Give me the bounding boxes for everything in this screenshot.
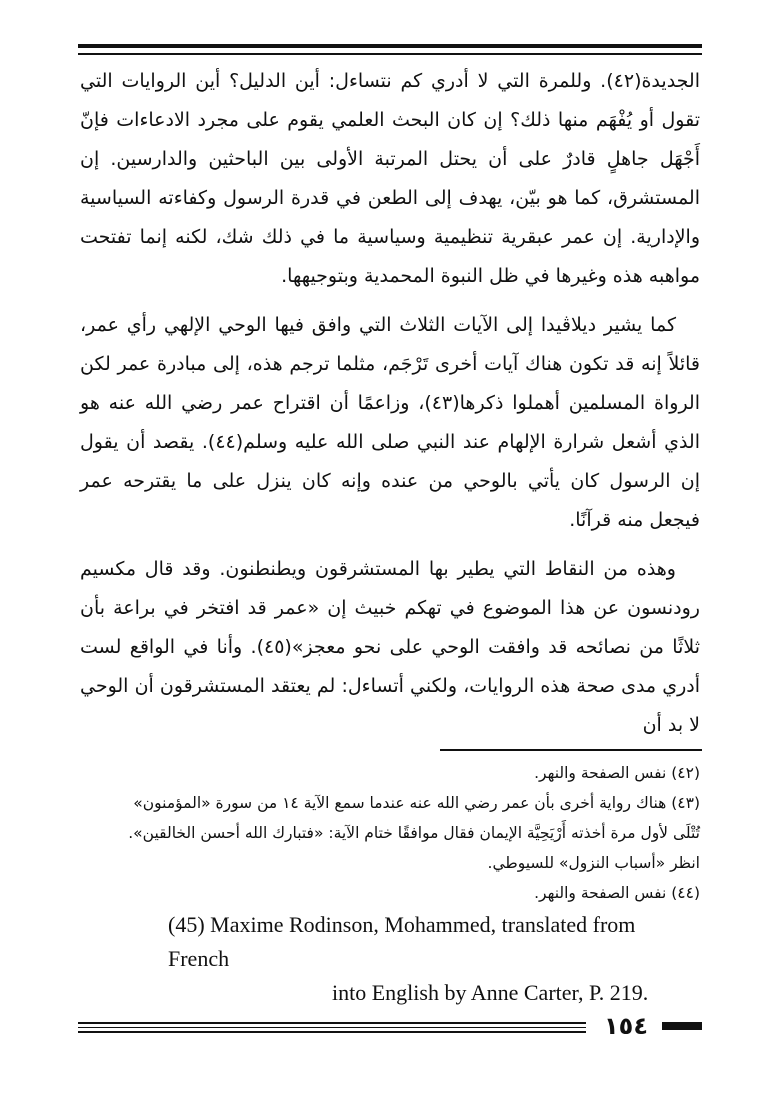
main-text bbox=[80, 62, 700, 745]
footnote-45-line-1: (45) Maxime Rodinson, Mohammed, translated from French bbox=[168, 912, 636, 971]
footnote-separator bbox=[440, 749, 702, 751]
footnote-45 bbox=[80, 908, 700, 1010]
paragraph-3: وهذه من النقاط التي يطير بها المستشرقون ويطنطنون. وقد قال مكسيم رودنسون عن هذا الموضوع في تهكم خبيث إن «عمر قد افتخر في براعة بأن ثلاثًا من نصائحه قد وافقت الوحي على نحو معجز»(٤٥). وأنا في الواقع لست أدري مدى صحة هذه الروايات، ولكني أتساءل: لم يعتقد المستشرقون أن الوحي لا بد أن bbox=[80, 558, 700, 736]
footnote-43-line-3: انظر «أسباب النزول» للسيوطي. bbox=[487, 854, 700, 872]
page-number: ١٥٤ bbox=[604, 1012, 648, 1040]
footnote-43-line-2: تُتْلَى لأول مرة أخذته أَرْيَحِيَّة الإيمان فقال موافقًا ختام الآية: «فتبارك الله أحسن الخالقين». bbox=[128, 824, 700, 842]
paragraph-2: كما يشير ديلاڤيدا إلى الآيات الثلاث التي وافق فيها الوحي الإلهي رأي عمر، قائلاً إنه قد تكون هناك آيات أخرى تَرْجَم، مثلما ترجم هذه، إلى مبادرة عمر لكن الرواة المسلمين أهملوا ذكرها(٤٣)، وزاعمًا أن اقتراح عمر رضي الله عنه هو الذي أشعل شرارة الإلهام عند النبي صلى الله عليه وسلم(٤٤). يقصد أن يقول إن الرسول كان يأتي بالوحي من عنده وإنه كان ينزل على ما يقترحه عمر فيجعل منه قرآنًا. bbox=[80, 314, 701, 531]
footnote-44: (٤٤) نفس الصفحة والنهر. bbox=[534, 884, 700, 902]
footnote-45-line-2: into English by Anne Carter, P. 219. bbox=[332, 980, 649, 1005]
footnote-42: (٤٢) نفس الصفحة والنهر. bbox=[534, 764, 700, 782]
footnote-43-line-1: (٤٣) هناك رواية أخرى بأن عمر رضي الله عنه عندما سمع الآية ١٤ من سورة «المؤمنون» bbox=[133, 794, 700, 812]
footer-bar bbox=[662, 1022, 702, 1030]
top-rule-thick bbox=[78, 44, 702, 48]
footer-rules bbox=[78, 1022, 586, 1033]
paragraph-1: الجديدة(٤٢). وللمرة التي لا أدري كم نتساءل: أين الدليل؟ أين الروايات التي تقول أو يُفْهَم منها ذلك؟ إن كان البحث العلمي يقوم على مجرد الادعاءات فإنّ أَجْهَل جاهلٍ قادرٌ على أن يحتل المرتبة الأولى بين الباحثين والدارسين. إن المستشرق، كما هو بيّن، يهدف إلى الطعن في قدرة الرسول وكفاءته السياسية والإدارية. إن عمر عبقرية تنظيمية وسياسية ما في ذلك شك، لكنه إنما تفتحت مواهبه هذه وغيرها في ظل النبوة المحمدية وبتوجيهها. bbox=[80, 70, 700, 287]
top-rule-thin bbox=[78, 53, 702, 55]
page-footer bbox=[78, 1012, 702, 1040]
footnotes bbox=[80, 758, 700, 1010]
